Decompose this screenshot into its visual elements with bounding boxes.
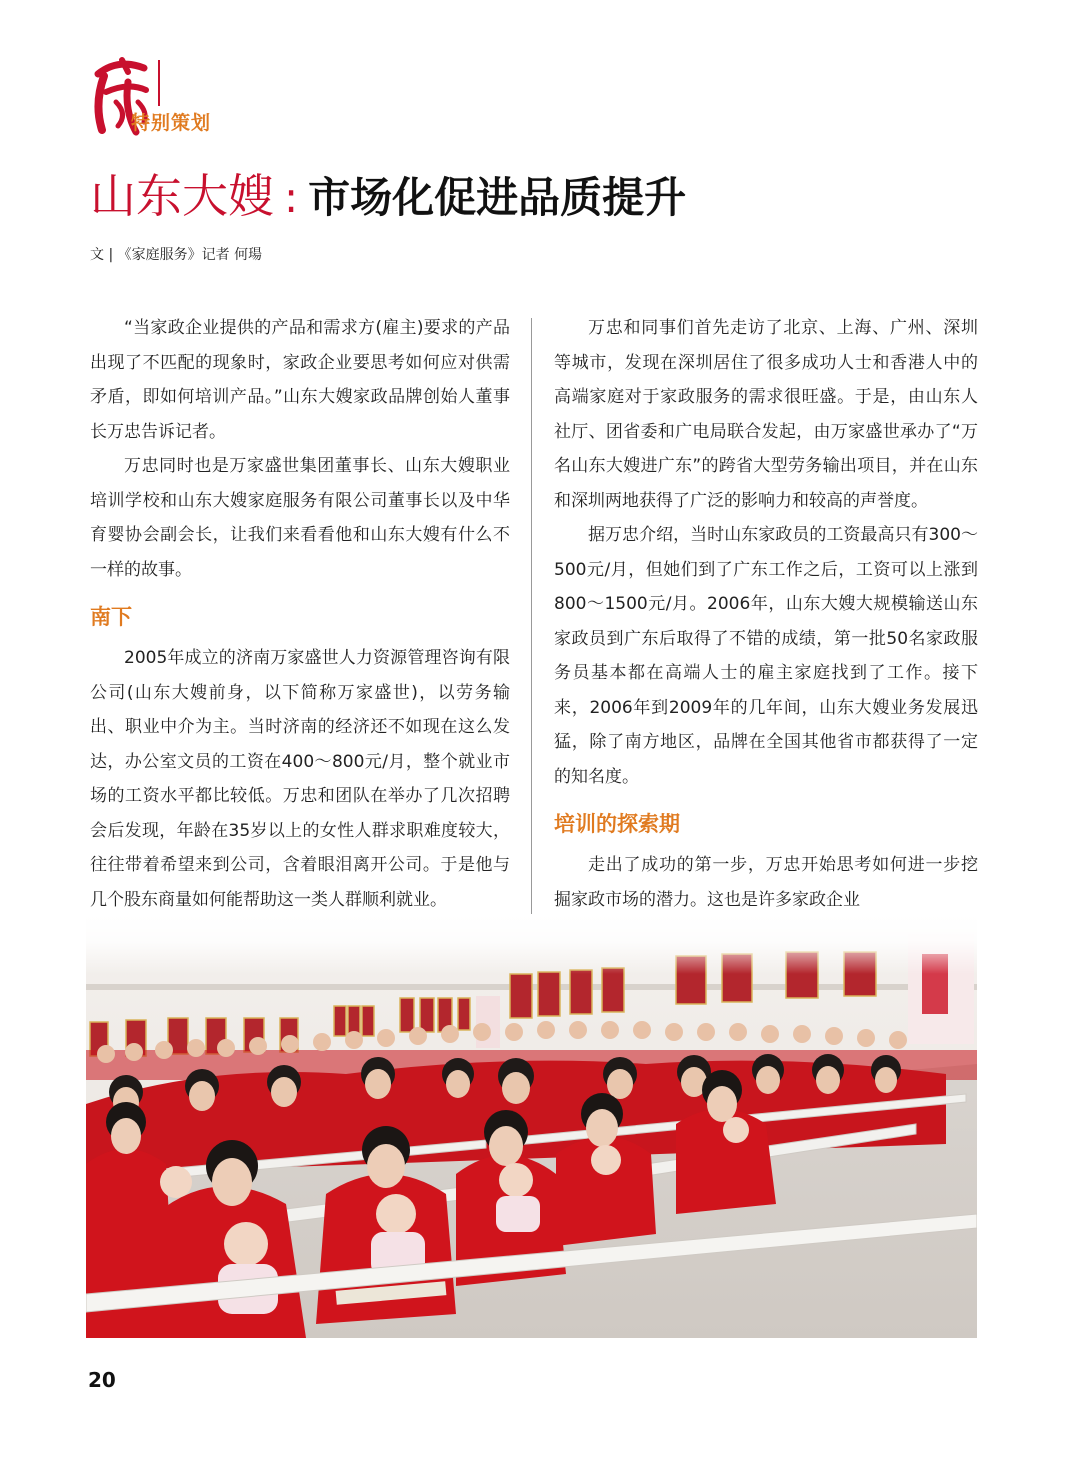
left-column [90,311,510,917]
subheading-training-exploration: 培训的探索期 [554,812,680,836]
paragraph: 走出了成功的第一步，万忠开始思考如何进一步挖掘家政市场的潜力。这也是许多家政企业 [554,855,978,910]
headline-brand: 山东大嫂 [90,169,274,223]
headline-topic: 市场化促进品质提升 [308,173,687,222]
logo-divider [158,60,160,106]
classroom-photo [86,914,977,1338]
right-column [554,311,978,917]
paragraph: 2005年成立的济南万家盛世人力资源管理咨询有限公司(山东大嫂前身，以下简称万家盛世)，以劳务输出、职业中介为主。当时济南的经济还不如现在这么发达，办公室文员的工资在400～800元/月，整个就业市场的工资水平都比较低。万忠和团队在举办了几次招聘会后发现，年龄在35岁以上的女性人群求职难度较大，往往带着希望来到公司，含着眼泪离开公司。于是他与几个股东商量如何能帮助这一类人群顺利就业。 [90,648,510,910]
headline-colon: : [284,173,299,222]
subheading-southward: 南下 [90,605,132,629]
paragraph: 据万忠介绍，当时山东家政员的工资最高只有300～500元/月，但她们到了广东工作之后，工资可以上涨到800～1500元/月。2006年，山东大嫂大规模输送山东家政员到广东后取得了不错的成绩，第一批50名家政服务员基本都在高端人士的雇主家庭找到了工作。接下来，2006年到2009年的几年间，山东大嫂业务发展迅猛，除了南方地区，品牌在全国其他省市都获得了一定的知名度。 [554,525,978,787]
paragraph: 万忠和同事们首先走访了北京、上海、广州、深圳等城市，发现在深圳居住了很多成功人士和香港人中的高端家庭对于家政服务的需求很旺盛。于是，由山东人社厅、团省委和广电局联合发起，由万家盛世承办了“万名山东大嫂进广东”的跨省大型劳务输出项目，并在山东和深圳两地获得了广泛的影响力和较高的声誉度。 [554,318,978,511]
paragraph: 万忠同时也是万家盛世集团董事长、山东大嫂职业培训学校和山东大嫂家庭服务有限公司董事长以及中华育婴协会副会长，让我们来看看他和山东大嫂有什么不一样的故事。 [90,456,510,580]
paragraph: “当家政企业提供的产品和需求方(雇主)要求的产品出现了不匹配的现象时，家政企业要思考如何应对供需矛盾，即如何培训产品。”山东大嫂家政品牌创始人董事长万忠告诉记者。 [90,318,510,442]
page-number: 20 [88,1368,116,1392]
article-headline [90,160,687,223]
column-divider [531,318,532,950]
photo-top-fade [86,914,977,974]
section-tag: 特别策划 [131,112,212,134]
byline: 文 | 《家庭服务》记者 何瑒 [90,247,263,263]
